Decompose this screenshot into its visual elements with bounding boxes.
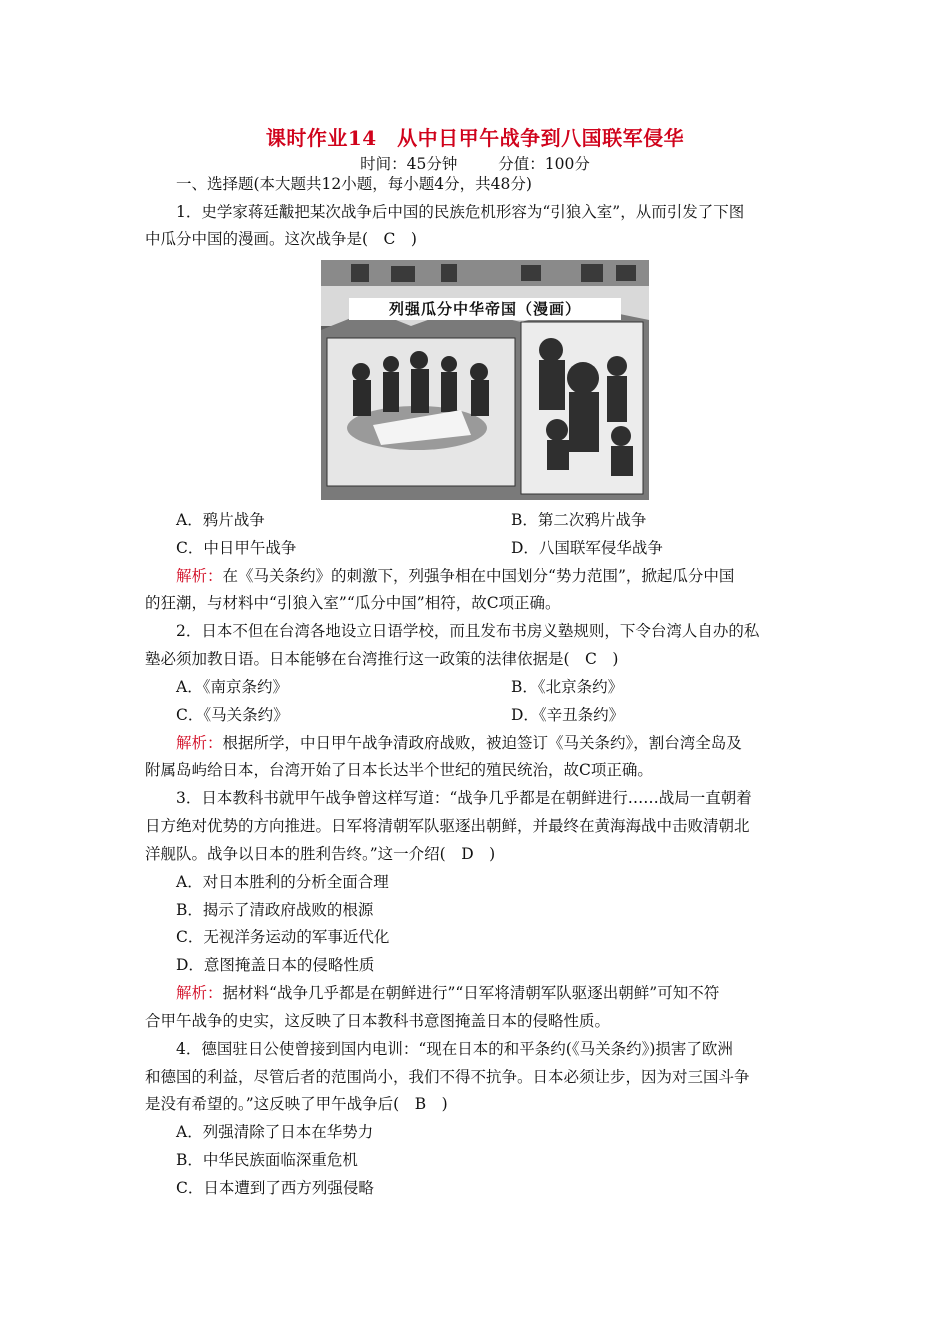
q1-analysis-line-1 [176,565,734,587]
q1-option-b: B．第二次鸦片战争 [511,511,647,529]
q1-option-d: D．八国联军侵华战争 [511,539,663,557]
q3-analysis-text-1: 据材料“战争几乎都是在朝鲜进行”“日军将清朝军队驱逐出朝鲜”可知不符 [222,984,720,1002]
q2-option-d: D．《辛丑条约》 [511,706,625,724]
cartoon-image [321,260,649,500]
q4-option-b: B．中华民族面临深重危机 [176,1151,358,1169]
q4-line-3: 是没有希望的。”这反映了甲午战争后( B ) [145,1095,448,1113]
q4-line-1: 4．德国驻日公使曾接到国内电训：“现在日本的和平条约(《马关条约》)损害了欧洲 [176,1040,733,1058]
q3-line-1: 3．日本教科书就甲午战争曾这样写道：“战争几乎都是在朝鲜进行……战局一直朝着 [176,789,752,807]
q2-line-1: 2．日本不但在台湾各地设立日语学校，而且发布书房义塾规则，下令台湾人自办的私 [176,622,760,640]
q3-option-a: A．对日本胜利的分析全面合理 [176,873,389,891]
q3-analysis-line-1 [176,982,719,1004]
q1-option-c: C．中日甲午战争 [176,539,297,557]
cartoon-caption: 列强瓜分中华帝国（漫画） [388,300,581,318]
page-title: 课时作业14 从中日甲午战争到八国联军侵华 [265,126,685,150]
analysis-label: 解析： [176,567,223,585]
q2-analysis-line-2: 附属岛屿给日本，台湾开始了日本长达半个世纪的殖民统治，故C项正确。 [145,761,653,779]
q2-option-c: C．《马关条约》 [176,706,289,724]
q3-option-d: D．意图掩盖日本的侵略性质 [176,956,375,974]
q4-option-c: C．日本遭到了西方列强侵略 [176,1179,374,1197]
q3-option-b: B．揭示了清政府战败的根源 [176,901,374,919]
time-limit: 时间：45分钟 [360,155,458,173]
analysis-label: 解析： [176,734,223,752]
q3-line-2: 日方绝对优势的方向推进。日军将清朝军队驱逐出朝鲜，并最终在黄海海战中击败清朝北 [145,817,750,835]
q2-line-2: 塾必须加教日语。日本能够在台湾推行这一政策的法律依据是( C ) [145,650,619,668]
q1-analysis-line-2: 的狂潮，与材料中“引狼入室”“瓜分中国”相符，故C项正确。 [145,594,561,612]
q1-line-1: 1．史学家蒋廷黻把某次战争后中国的民族危机形容为“引狼入室”，从而引发了下图 [176,203,745,221]
q3-line-3: 洋舰队。战争以日本的胜利告终。”这一介绍( D ) [145,845,496,863]
cartoon-illustration [321,260,649,500]
q1-option-a: A．鸦片战争 [176,511,265,529]
analysis-label: 解析： [176,984,223,1002]
q4-option-a: A．列强清除了日本在华势力 [176,1123,374,1141]
q3-analysis-line-2: 合甲午战争的史实，这反映了日本教科书意图掩盖日本的侵略性质。 [145,1012,611,1030]
q4-line-2: 和德国的利益，尽管后者的范围尚小，我们不得不抗争。日本必须让步，因为对三国斗争 [145,1068,750,1086]
q2-option-b: B．《北京条约》 [511,678,624,696]
q1-analysis-text-1: 在《马关条约》的刺激下，列强争相在中国划分“势力范围”，掀起瓜分中国 [222,567,735,585]
exam-meta [0,152,950,174]
q3-option-c: C．无视洋务运动的军事近代化 [176,928,390,946]
q2-analysis-line-1 [176,732,742,754]
score-total: 分值：100分 [498,155,590,173]
q2-analysis-text-1: 根据所学，中日甲午战争清政府战败，被迫签订《马关条约》，割台湾全岛及 [222,734,742,752]
q1-line-2: 中瓜分中国的漫画。这次战争是( C ) [145,230,417,248]
q2-option-a: A．《南京条约》 [176,678,288,696]
section-heading: 一、选择题(本大题共12小题，每小题4分，共48分) [176,175,532,193]
